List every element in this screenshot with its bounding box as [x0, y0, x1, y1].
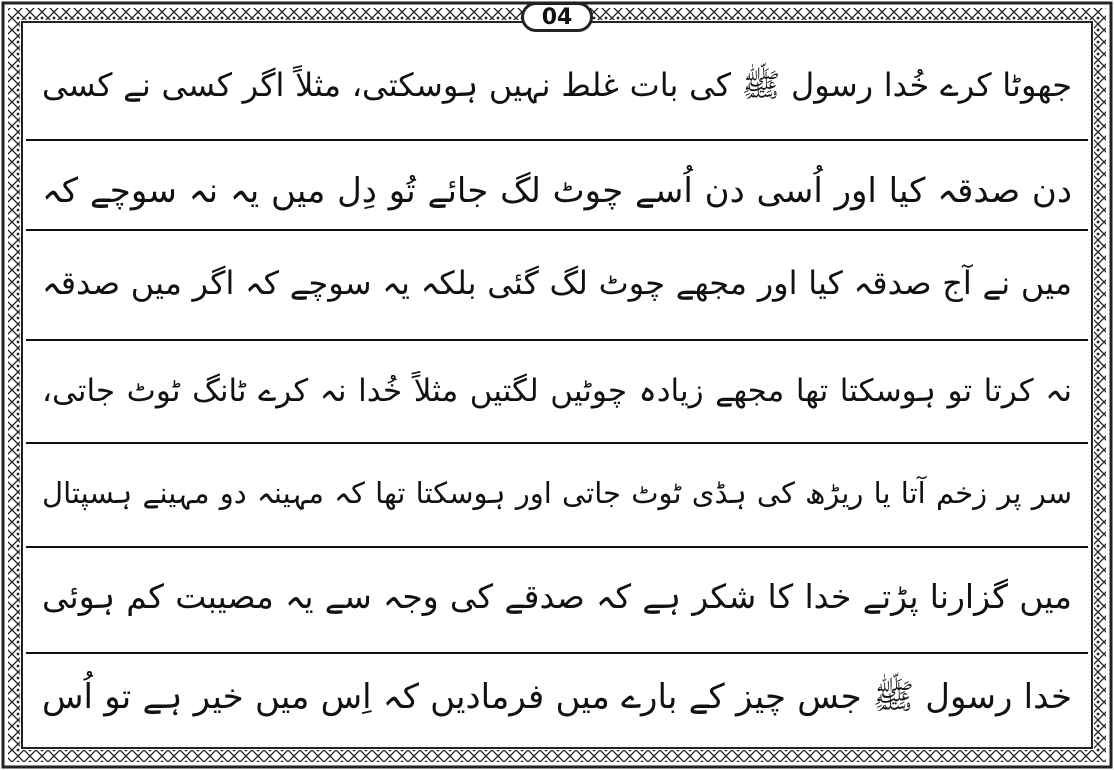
line-text: دن صدقہ کیا اور اُسی دن اُسے چوٹ لگ جائے تُو دِل میں یہ نہ سوچے کہ	[42, 171, 1072, 211]
text-line	[26, 546, 1088, 647]
text-line	[26, 650, 1088, 751]
text-line	[26, 340, 1088, 441]
text-line	[26, 442, 1088, 543]
text-line	[26, 140, 1088, 241]
line-text: میں گزارنا پڑتے خدا کا شکر ہے کہ صدقے کی وجہ سے یہ مصیبت کم ہوئی	[42, 577, 1072, 616]
line-text: نہ کرتا تو ہوسکتا تھا مجھے زیادہ چوٹیں لگتیں مثلاً خُدا نہ کرے ٹانگ ٹوٹ جاتی،	[42, 372, 1072, 409]
text-body	[26, 34, 1088, 746]
line-rule	[26, 229, 1088, 231]
line-text: میں نے آج صدقہ کیا اور مجھے چوٹ لگ گئی بلکہ یہ سوچے کہ اگر میں صدقہ	[42, 263, 1072, 302]
line-text: جھوٹا کرے خُدا رسول ﷺ کی بات غلط نہیں ہوسکتی، مثلاً اگر کسی نے کسی	[42, 65, 1072, 104]
line-text: خدا رسول ﷺ جس چیز کے بارے میں فرمادیں کہ اِس میں خیر ہے تو اُس	[42, 677, 1072, 717]
text-line	[26, 38, 1088, 139]
text-line	[26, 232, 1088, 333]
page-number-badge: 04	[521, 2, 593, 32]
line-text: سر پر زخم آتا یا ریڑھ کی ہڈی ٹوٹ جاتی اور ہوسکتا تھا کہ مہینہ دو مہینے ہسپتال	[42, 475, 1072, 510]
